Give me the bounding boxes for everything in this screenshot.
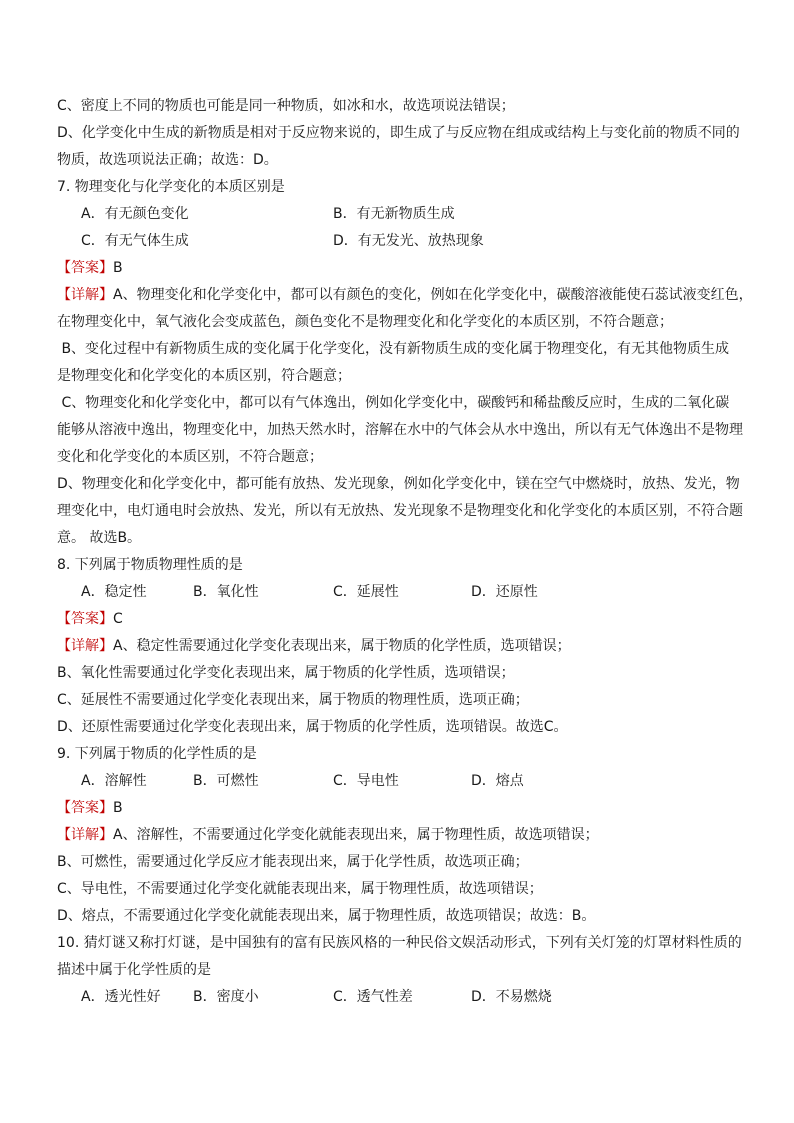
q7-option-a: A．有无颜色变化	[81, 206, 189, 222]
answer-tag: 【答案】	[57, 800, 113, 816]
q9-detail-d: D、熔点，不需要通过化学变化就能表现出来，属于物理性质，故选项错误；故选：B。	[57, 908, 596, 924]
q6-option-d-explanation-line2: 物质，故选项说法正确；故选：D。	[57, 152, 278, 168]
q7-stem: 7. 物理变化与化学变化的本质区别是	[57, 179, 285, 195]
q9-option-a: A．溶解性	[81, 773, 147, 789]
q7-detail-b-line2: 是物理变化和化学变化的本质区别，符合题意；	[57, 368, 351, 384]
q8-option-c: C．延展性	[333, 584, 399, 600]
q8-option-b: B．氧化性	[193, 584, 259, 600]
q9-detail-a	[57, 822, 747, 849]
q7-detail-d-line3: 意。 故选B。	[57, 530, 142, 546]
q9-detail-b: B、可燃性，需要通过化学反应才能表现出来，属于化学性质，故选项正确；	[57, 854, 529, 870]
q8-detail-c: C、延展性不需要通过化学变化表现出来，属于物质的物理性质，选项正确；	[57, 692, 529, 708]
q8-option-a: A．稳定性	[81, 584, 147, 600]
q7-detail-d-line2: 理变化中，电灯通电时会放热、发光，所以有无放热、发光现象不是物理变化和化学变化的本质区别，不符合题	[57, 503, 743, 519]
q7-detail-d-line1: D、物理变化和化学变化中，都可能有放热、发光现象，例如化学变化中，镁在空气中燃烧时，放热、发光，物	[57, 476, 740, 492]
q9-answer	[57, 795, 747, 822]
q8-detail-a	[57, 633, 747, 660]
detail-tag: 【详解】	[57, 287, 113, 303]
q9-detail-c: C、导电性，不需要通过化学变化就能表现出来，属于物理性质，故选项错误；	[57, 881, 543, 897]
q10-option-d: D．不易燃烧	[471, 989, 552, 1005]
q10-option-b: B．密度小	[193, 989, 259, 1005]
document-page	[57, 93, 753, 1011]
q7-option-b: B．有无新物质生成	[333, 206, 455, 222]
q8-option-d: D．还原性	[471, 584, 538, 600]
q9-option-c: C．导电性	[333, 773, 399, 789]
detail-text: A、溶解性，不需要通过化学变化就能表现出来，属于物理性质，故选项错误；	[113, 827, 599, 843]
q10-option-a: A．透光性好	[81, 989, 161, 1005]
answer-tag: 【答案】	[57, 260, 113, 276]
q8-answer	[57, 606, 747, 633]
q6-option-d-explanation-line1: D、化学变化中生成的新物质是相对于反应物来说的，即生成了与反应物在组成或结构上与变化前的物质不同的	[57, 125, 740, 141]
q7-answer	[57, 255, 747, 282]
q7-detail-b-line1: B、变化过程中有新物质生成的变化属于化学变化，没有新物质生成的变化属于物理变化，有无其他物质生成	[57, 341, 730, 357]
q9-stem: 9. 下列属于物质的化学性质的是	[57, 746, 257, 762]
detail-tag: 【详解】	[57, 638, 113, 654]
q7-option-d: D．有无发光、放热现象	[333, 233, 484, 249]
q7-option-c: C．有无气体生成	[81, 233, 189, 249]
q7-detail-a-line1	[57, 282, 753, 309]
q7-detail-a-line2: 在物理变化中，氧气液化会变成蓝色，颜色变化不是物理变化和化学变化的本质区别，不符合题意；	[57, 314, 673, 330]
answer-value: B	[113, 800, 123, 816]
q7-detail-c-line1: C、物理变化和化学变化中，都可以有气体逸出，例如化学变化中，碳酸钙和稀盐酸反应时，生成的二氧化碳	[57, 395, 730, 411]
q10-stem-line2: 描述中属于化学性质的是	[57, 962, 211, 978]
answer-value: B	[113, 260, 123, 276]
q9-option-b: B．可燃性	[193, 773, 259, 789]
q8-stem: 8. 下列属于物质物理性质的是	[57, 557, 243, 573]
q8-options	[57, 579, 747, 606]
detail-tag: 【详解】	[57, 827, 113, 843]
q8-detail-b: B、氧化性需要通过化学变化表现出来，属于物质的化学性质，选项错误；	[57, 665, 515, 681]
detail-text: A、稳定性需要通过化学变化表现出来，属于物质的化学性质，选项错误；	[113, 638, 571, 654]
answer-tag: 【答案】	[57, 611, 113, 627]
q10-option-c: C．透气性差	[333, 989, 413, 1005]
q7-detail-c-line3: 变化和化学变化的本质区别，不符合题意；	[57, 449, 323, 465]
q10-options	[57, 984, 747, 1011]
q7-options-row1	[57, 201, 747, 228]
detail-text: A、物理变化和化学变化中，都可以有颜色的变化，例如在化学变化中，碳酸溶液能使石蕊试液变红色，	[113, 287, 753, 303]
q7-options-row2	[57, 228, 747, 255]
q7-detail-c-line2: 能够从溶液中逸出，物理变化中，加热天然水时，溶解在水中的气体会从水中逸出，所以有无气体逸出不是物理	[57, 422, 743, 438]
answer-value: C	[113, 611, 123, 627]
q8-detail-d: D、还原性需要通过化学变化表现出来，属于物质的化学性质，选项错误。故选C。	[57, 719, 568, 735]
q6-option-c-explanation: C、密度上不同的物质也可能是同一种物质，如冰和水，故选项说法错误；	[57, 98, 515, 114]
q9-option-d: D．熔点	[471, 773, 524, 789]
q9-options	[57, 768, 747, 795]
q10-stem-line1: 10. 猜灯谜又称打灯谜，是中国独有的富有民族风格的一种民俗文娱活动形式，下列有关灯笼的灯罩材料性质的	[57, 935, 742, 951]
